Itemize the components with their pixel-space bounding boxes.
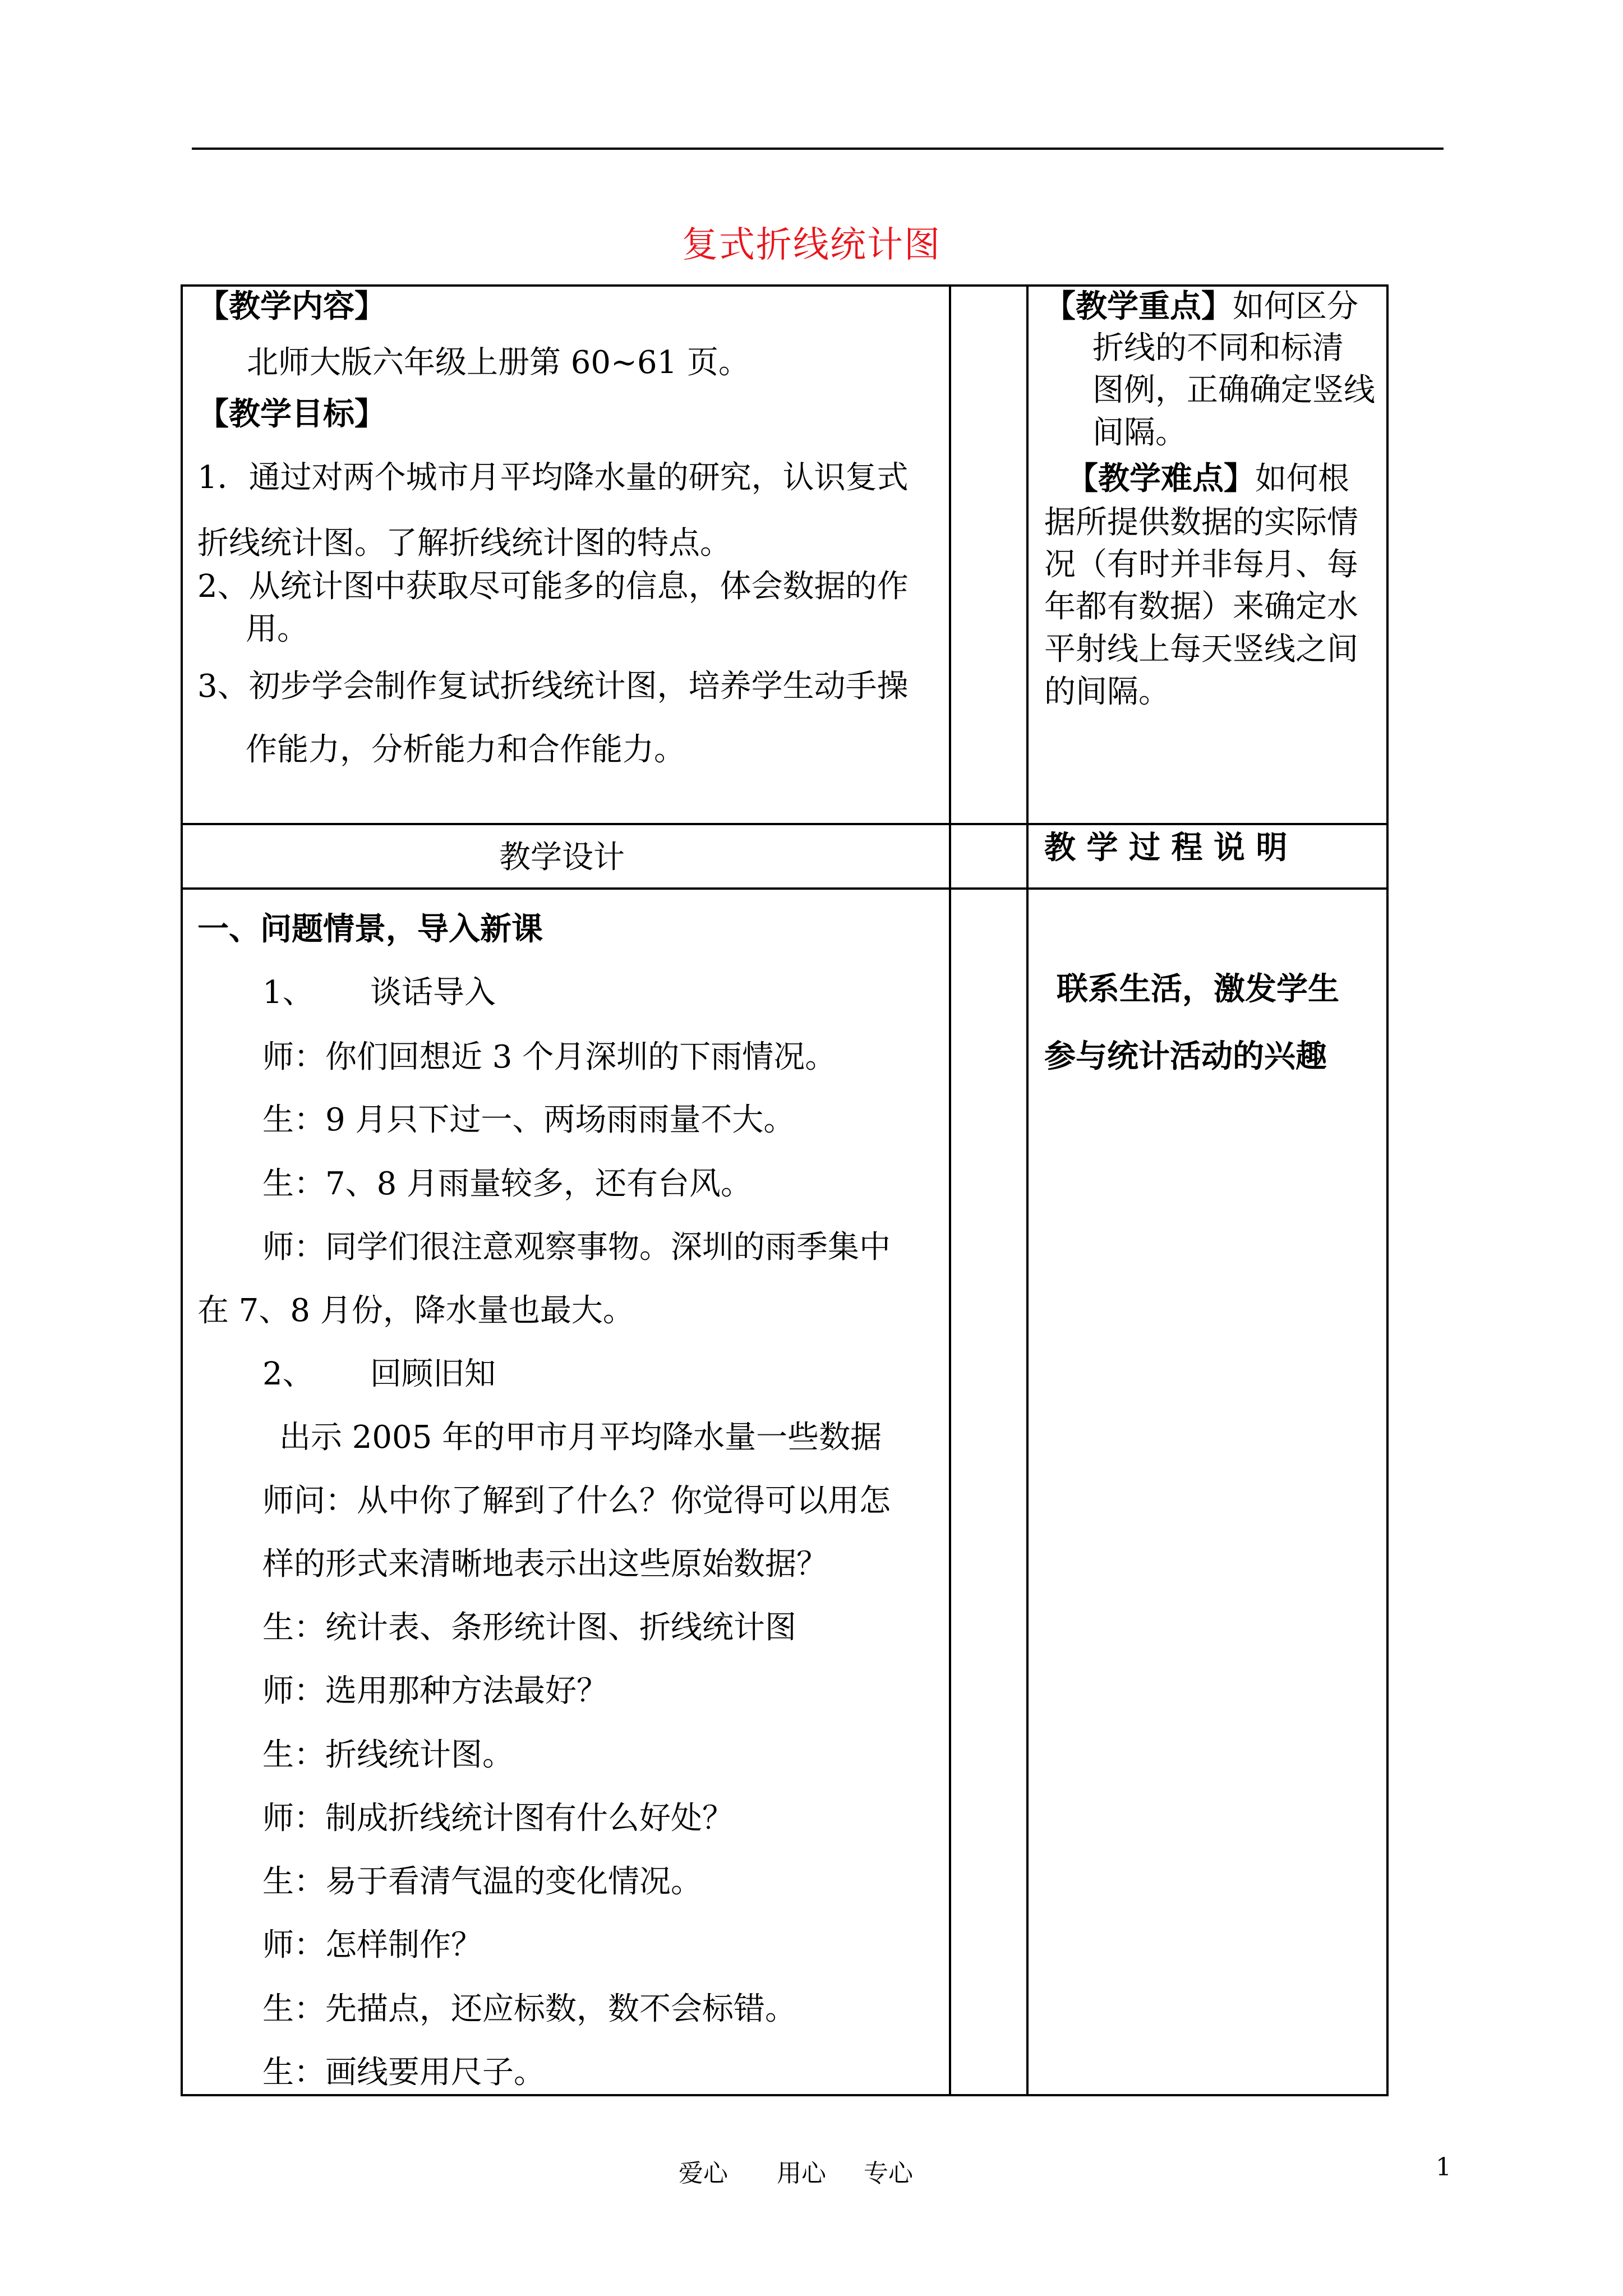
goal-1-line-2: 折线统计图。了解折线统计图的特点。 <box>197 525 731 562</box>
table-border-right <box>1386 284 1389 2094</box>
difficulty-line-5: 平射线上每天竖线之间 <box>1044 631 1358 668</box>
difficulty-line-4: 年都有数据）来确定水 <box>1044 588 1358 625</box>
footer-motto-2: 用心 <box>777 2159 826 2188</box>
dialogue-line-12: 师：制成折线统计图有什么好处？ <box>262 1800 734 1837</box>
dialogue-line-5: 在 7、8 月份，降水量也最大。 <box>197 1292 634 1329</box>
table-border-bottom <box>181 2094 1389 2096</box>
side-note-line-1: 联系生活，激发学生 <box>1057 971 1339 1007</box>
header-rule <box>192 148 1444 150</box>
difficulty-line-3: 况（有时并非每月、每 <box>1044 546 1358 583</box>
dialogue-line-7: 师问：从中你了解到了什么？你觉得可以用怎 <box>262 1483 891 1519</box>
dialogue-line-8: 样的形式来清晰地表示出这些原始数据？ <box>262 1546 828 1582</box>
footer-motto-1: 爱心 <box>679 2159 728 2188</box>
item-2-number: 2、 <box>262 1356 314 1392</box>
goal-3-line-2: 作能力，分析能力和合作能力。 <box>246 731 685 768</box>
item-2-title: 回顾旧知 <box>370 1356 496 1392</box>
dialogue-line-1: 师：你们回想近 3 个月深圳的下雨情况。 <box>262 1039 837 1075</box>
side-note-line-2: 参与统计活动的兴趣 <box>1044 1038 1327 1075</box>
dialogue-line-15: 生：先描点，还应标数，数不会标错。 <box>262 1991 796 2027</box>
difficulty-line-2: 据所提供数据的实际情 <box>1044 504 1358 541</box>
design-header: 教学设计 <box>499 839 625 876</box>
dialogue-line-13: 生：易于看清气温的变化情况。 <box>262 1864 702 1900</box>
dialogue-line-14: 师：怎样制作？ <box>262 1927 482 1963</box>
table-divider-1 <box>949 284 951 2094</box>
content-heading: 【教学内容】 <box>197 288 386 325</box>
goal-3-line-1: 3、初步学会制作复试折线统计图，培养学生动手操 <box>197 668 909 705</box>
dialogue-line-4: 师：同学们很注意观察事物。深圳的雨季集中 <box>262 1229 891 1266</box>
difficulty-label: 【教学难点】 <box>1067 461 1255 497</box>
difficulty-line-6: 的间隔。 <box>1044 674 1170 710</box>
difficulty-line-1 <box>1067 461 1349 497</box>
dialogue-line-2: 生：9 月只下过一、两场雨雨量不大。 <box>262 1102 795 1138</box>
dialogue-line-11: 生：折线统计图。 <box>262 1737 514 1773</box>
content-text: 北师大版六年级上册第 60~61 页。 <box>247 344 750 381</box>
process-header: 教 学 过 程 说 明 <box>1044 830 1288 866</box>
footer-motto-3: 专心 <box>864 2159 913 2188</box>
table-row-divider-2 <box>181 887 1389 890</box>
item-1-title: 谈话导入 <box>370 974 496 1011</box>
section-heading: 一、问题情景，导入新课 <box>197 911 543 947</box>
key-point-text: 如何区分 <box>1233 288 1358 325</box>
table-divider-2 <box>1026 284 1029 2094</box>
dialogue-line-6: 出示 2005 年的甲市月平均降水量一些数据 <box>279 1419 882 1456</box>
key-point-line-2: 折线的不同和标清 <box>1092 330 1344 366</box>
dialogue-line-16: 生：画线要用尺子。 <box>262 2054 545 2091</box>
goal-1-line-1: 1．通过对两个城市月平均降水量的研究，认识复式 <box>197 459 909 496</box>
dialogue-line-10: 师：选用那种方法最好？ <box>262 1673 608 1709</box>
dialogue-line-9: 生：统计表、条形统计图、折线统计图 <box>262 1609 796 1646</box>
item-1-number: 1、 <box>262 974 314 1011</box>
document-title: 复式折线统计图 <box>682 224 941 266</box>
dialogue-line-3: 生：7、8 月雨量较多，还有台风。 <box>262 1166 753 1202</box>
table-row-divider-1 <box>181 823 1389 825</box>
goal-2-line-1: 2、从统计图中获取尽可能多的信息，体会数据的作 <box>197 568 909 605</box>
goal-2-line-2: 用。 <box>246 611 308 647</box>
key-point-line-3: 图例，正确确定竖线 <box>1092 372 1375 408</box>
key-point-line-4: 间隔。 <box>1092 415 1187 451</box>
page-number: 1 <box>1436 2153 1451 2182</box>
key-point-label: 【教学重点】 <box>1044 288 1233 325</box>
table-border-left <box>181 284 183 2094</box>
key-point-line-1 <box>1044 289 1358 325</box>
goal-heading: 【教学目标】 <box>197 396 386 432</box>
table-border-top <box>181 284 1389 287</box>
difficulty-text: 如何根 <box>1255 461 1349 497</box>
